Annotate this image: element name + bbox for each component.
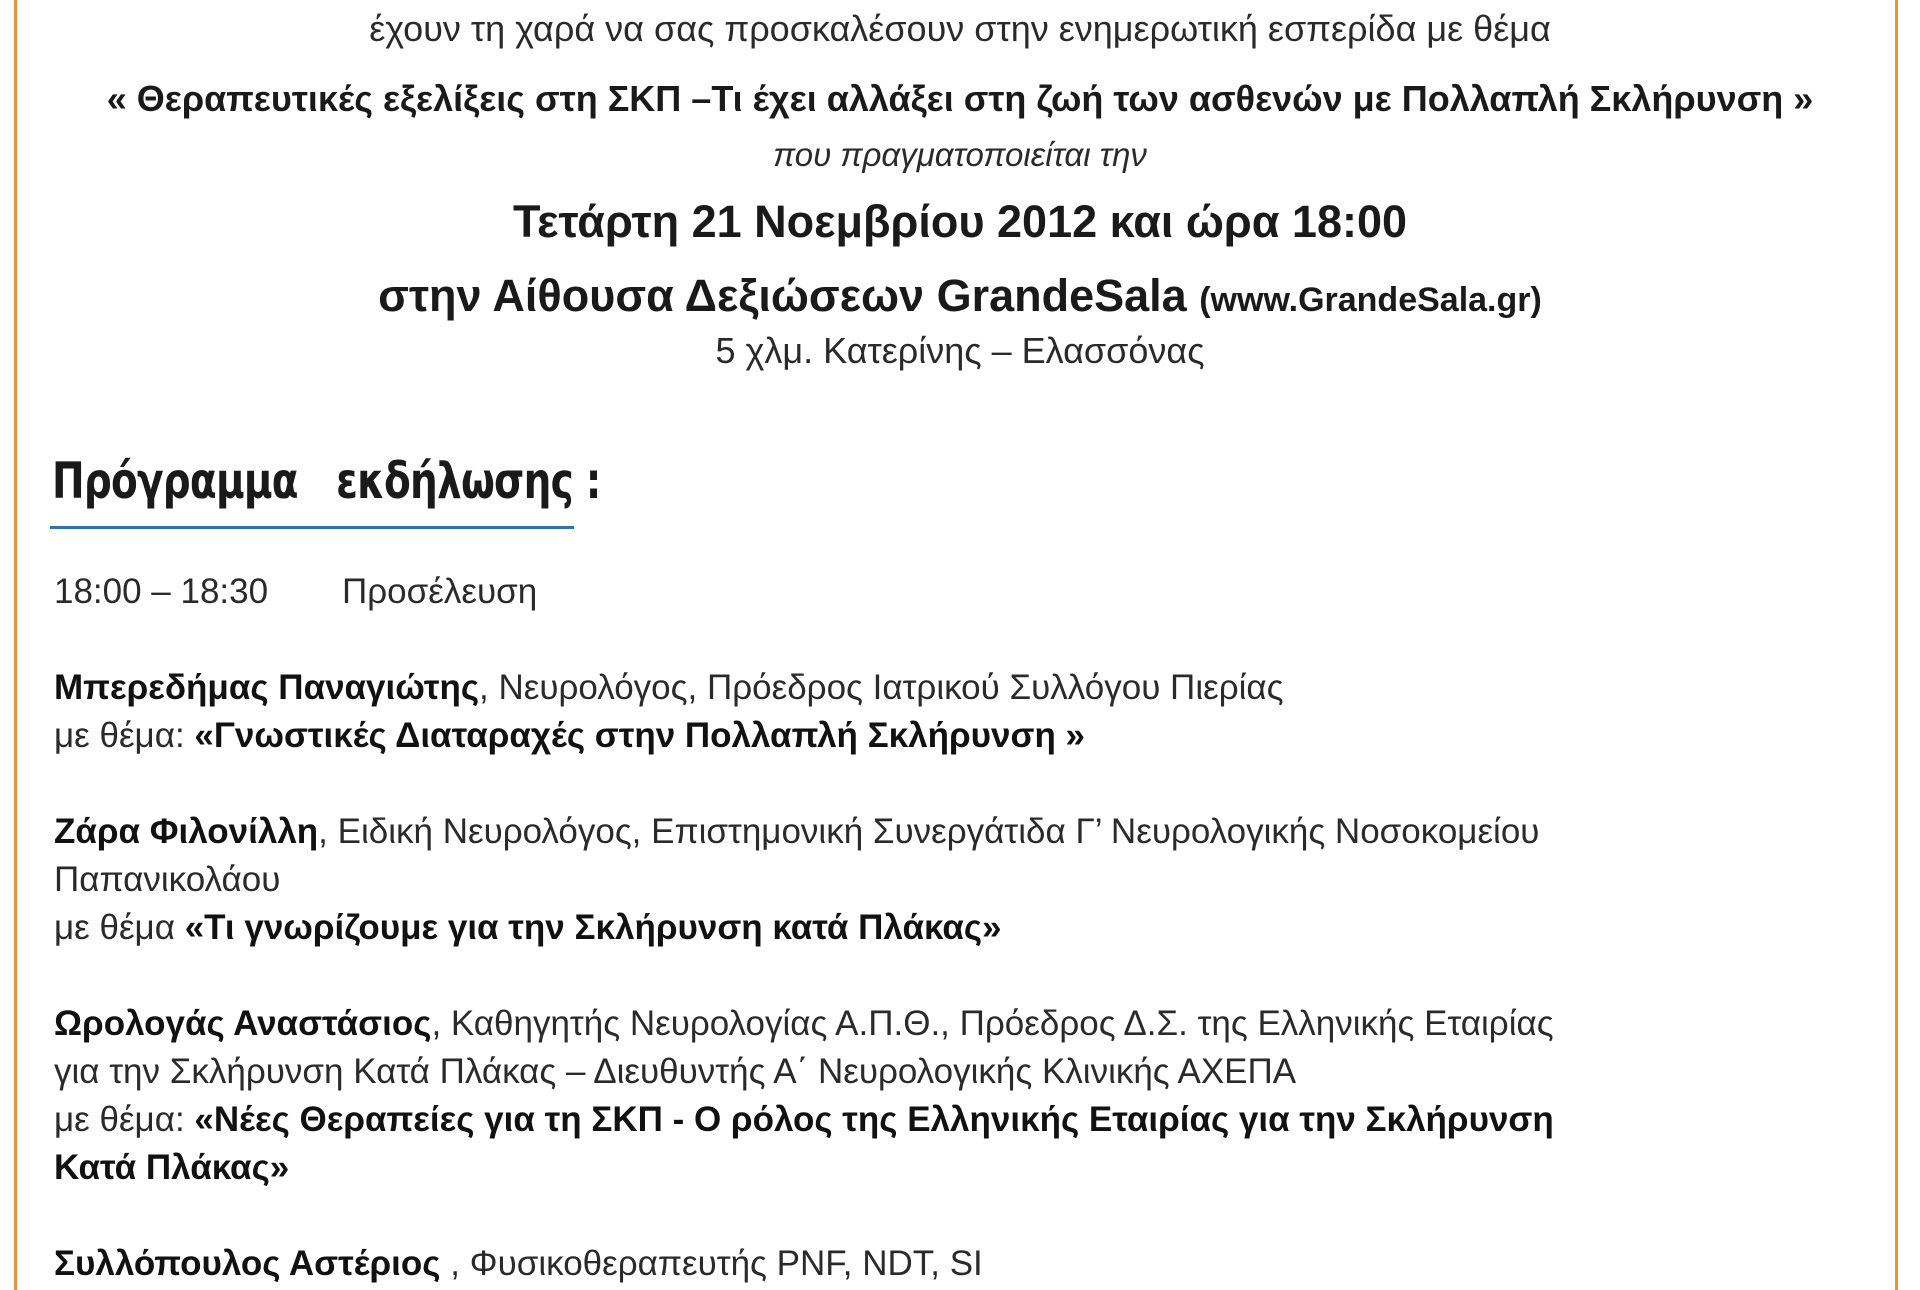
speaker-1-topic-line bbox=[54, 716, 1085, 756]
program-title: Πρόγραμμα εκδήλωσης : bbox=[52, 452, 601, 510]
speaker-3-line bbox=[54, 1004, 1554, 1044]
speaker-1-name: Μπερεδήμας Παναγιώτης bbox=[54, 668, 480, 707]
arrival-label: Προσέλευση bbox=[342, 572, 538, 611]
speaker-1-topic-prefix: με θέμα: bbox=[54, 716, 195, 755]
speaker-2-role-cont: Παπανικολάου bbox=[54, 860, 281, 899]
speaker-2-line bbox=[54, 812, 1539, 852]
speaker-2-topic-prefix: με θέμα bbox=[54, 908, 185, 947]
speaker-1-topic: «Γνωστικές Διαταραχές στην Πολλαπλή Σκλήρυνση » bbox=[194, 716, 1086, 755]
speaker-3-role: , Καθηγητής Νευρολογίας Α.Π.Θ., Πρόεδρος Δ.Σ. της Ελληνικής Εταιρίας bbox=[431, 1004, 1554, 1043]
speaker-3-topic-cont-line bbox=[54, 1148, 289, 1188]
speaker-2-name: Ζάρα Φιλονίλλη bbox=[54, 812, 319, 851]
speaker-3-topic-cont: Κατά Πλάκας» bbox=[54, 1148, 290, 1187]
event-date: Τετάρτη 21 Νοεμβρίου 2012 και ώρα 18:00 bbox=[512, 196, 1408, 247]
speaker-4-role: , Φυσικοθεραπευτής PNF, NDT, SI bbox=[440, 1244, 983, 1283]
speaker-3-topic-prefix: με θέμα: bbox=[54, 1100, 195, 1139]
arrival-time: 18:00 – 18:30 bbox=[54, 572, 269, 611]
venue-url[interactable]: (www.GrandeSala.gr) bbox=[1199, 281, 1542, 319]
event-venue bbox=[0, 270, 1920, 322]
speaker-1-role: , Νευρολόγος, Πρόεδρος Ιατρικού Συλλόγου Πιερίας bbox=[479, 668, 1284, 707]
speaker-3-name: Ωρολογάς Αναστάσιος bbox=[54, 1004, 432, 1043]
speaker-2-role: , Ειδική Νευρολόγος, Επιστημονική Συνεργάτιδα Γ’ Νευρολογικής Νοσοκομείου bbox=[318, 812, 1540, 851]
program-title-underline bbox=[50, 526, 574, 529]
speaker-3-topic: «Νέες Θεραπείες για τη ΣΚΠ - Ο ρόλος της Ελληνικής Εταιρίας για την Σκλήρυνση bbox=[194, 1100, 1554, 1139]
speaker-3-topic-line bbox=[54, 1100, 1554, 1140]
speaker-1-line bbox=[54, 668, 1284, 708]
speaker-2-topic-line bbox=[54, 908, 1002, 948]
event-address: 5 χλμ. Κατερίνης – Ελασσόνας bbox=[715, 330, 1205, 371]
event-theme: « Θεραπευτικές εξελίξεις στη ΣΚΠ –Τι έχει αλλάξει στη ζωή των ασθενών με Πολλαπλή Σκλήρυνση » bbox=[106, 78, 1814, 119]
page-border bbox=[14, 0, 1898, 1290]
venue-name: στην Αίθουσα Δεξιώσεων GrandeSala bbox=[378, 270, 1187, 321]
program-arrival bbox=[54, 572, 537, 612]
speaker-2-topic: «Τι γνωρίζουμε για την Σκλήρυνση κατά Πλάκας» bbox=[184, 908, 1002, 947]
invitation-intro: έχουν τη χαρά να σας προσκαλέσουν στην ενημερωτική εσπερίδα με θέμα bbox=[369, 8, 1551, 49]
speaker-3-role-cont: για την Σκλήρυνση Κατά Πλάκας – Διευθυντής Α΄ Νευρολογικής Κλινικής ΑΧΕΠΑ bbox=[54, 1052, 1297, 1091]
speaker-4-line bbox=[54, 1244, 983, 1284]
speaker-4-name: Συλλόπουλος Αστέριος bbox=[54, 1244, 441, 1283]
event-held-line: που πραγματοποιείται την bbox=[773, 136, 1147, 173]
